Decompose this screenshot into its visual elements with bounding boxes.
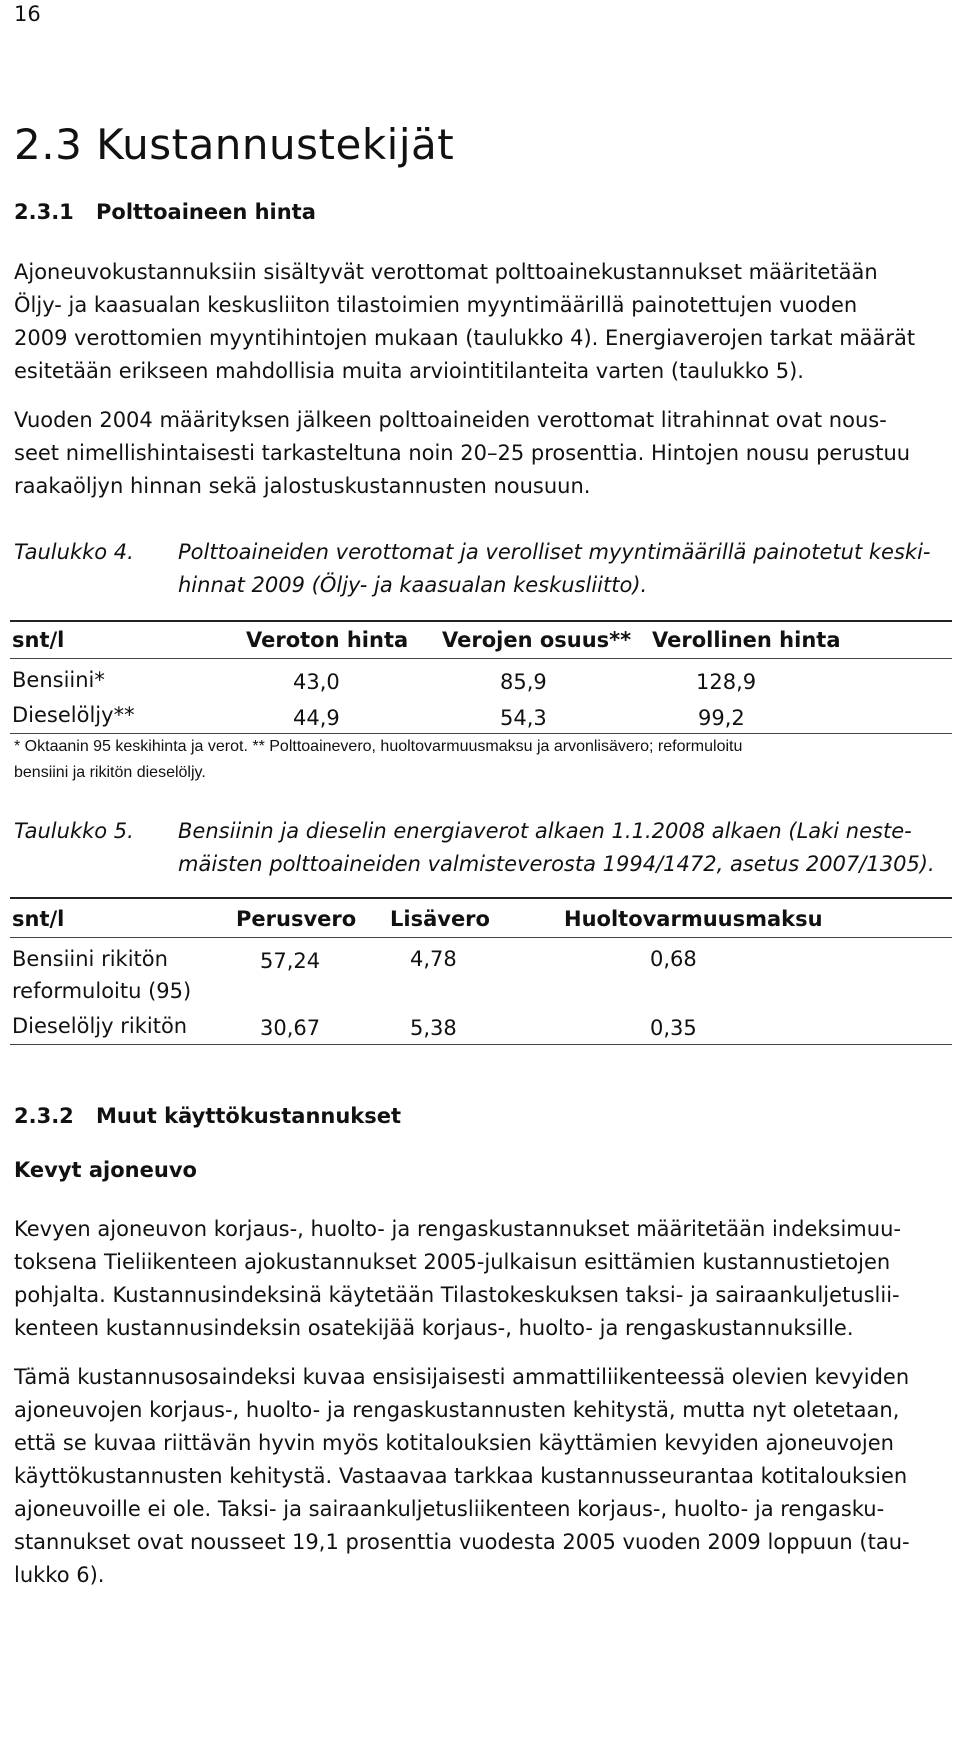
footnote-line: * Oktaanin 95 keskihinta ja verot. ** Polttoainevero, huoltovarmuusmaksu ja arvonlisävero; reformuloitu	[14, 738, 743, 755]
table-header-cell: Lisävero	[390, 907, 490, 931]
paragraph-line: Kevyen ajoneuvon korjaus-, huolto- ja rengaskustannukset määritetään indeksimuu-	[14, 1217, 901, 1241]
table-label: Taulukko 5.	[14, 819, 134, 843]
subsection-title: Muut käyttökustannukset	[96, 1104, 402, 1128]
subsection-title: Polttoaineen hinta	[96, 200, 316, 224]
table-cell: 128,9	[696, 670, 757, 694]
table-rule	[10, 1044, 952, 1045]
paragraph-line: raakaöljyn hinnan sekä jalostuskustannusten nousuun.	[14, 474, 591, 498]
table-row-label: Bensiini*	[12, 668, 105, 692]
paragraph-line: 2009 verottomien myyntihintojen mukaan (taulukko 4). Energiaverojen tarkat määrät	[14, 326, 916, 350]
paragraph-line: pohjalta. Kustannusindeksinä käytetään Tilastokeskuksen taksi- ja sairaankuljetuslii-	[14, 1283, 900, 1307]
table-4-footnote	[14, 734, 959, 786]
table-rule	[10, 937, 952, 938]
table-header-cell: Verollinen hinta	[652, 628, 841, 652]
table-cell: 43,0	[293, 670, 340, 694]
subsection-number: 2.3.1	[14, 200, 74, 224]
caption-line: mäisten polttoaineiden valmisteverosta 1994/1472, asetus 2007/1305).	[178, 852, 935, 876]
paragraph-line: kenteen kustannusindeksin osatekijää korjaus-, huolto- ja rengaskustannuksille.	[14, 1316, 854, 1340]
table-header-cell: Veroton hinta	[246, 628, 409, 652]
caption-line: Bensiinin ja dieselin energiaverot alkaen 1.1.2008 alkaen (Laki neste-	[178, 819, 912, 843]
paragraph-line: käyttökustannusten kehitystä. Vastaavaa tarkkaa kustannusseurantaa kotitalouksien	[14, 1464, 908, 1488]
paragraph-line: toksena Tieliikenteen ajokustannukset 2005-julkaisun esittämien kustannustietojen	[14, 1250, 891, 1274]
table-header-cell: Huoltovarmuusmaksu	[564, 907, 823, 931]
subsection-number: 2.3.2	[14, 1104, 74, 1128]
table-rule	[10, 620, 952, 622]
table-cell: 99,2	[698, 706, 745, 730]
table-header-cell: snt/l	[12, 907, 65, 931]
table-row-label: Dieselöljy rikitön	[12, 1014, 188, 1038]
paragraph-line: Vuoden 2004 määrityksen jälkeen polttoaineiden verottomat litrahinnat ovat nous-	[14, 408, 887, 432]
paragraph-line: seet nimellishintaisesti tarkasteltuna noin 20–25 prosenttia. Hintojen nousu perustuu	[14, 441, 911, 465]
paragraph-cost-index	[14, 1361, 952, 1592]
footnote-line: bensiini ja rikitön dieselöljy.	[14, 764, 206, 781]
table-cell: 85,9	[500, 670, 547, 694]
table-row-label: reformuloitu (95)	[12, 979, 192, 1003]
paragraph-line: Öljy- ja kaasualan keskusliiton tilastoimien myyntimäärillä painotettujen vuoden	[14, 293, 858, 317]
table-header-cell: Verojen osuus**	[442, 628, 632, 652]
table-label: Taulukko 4.	[14, 540, 134, 564]
paragraph-line: lukko 6).	[14, 1563, 105, 1587]
table-cell: 54,3	[500, 706, 547, 730]
table-cell: 0,68	[650, 947, 697, 971]
table-rule	[10, 658, 952, 659]
caption-line: Polttoaineiden verottomat ja verolliset myyntimäärillä painotetut keski-	[178, 540, 931, 564]
paragraph-line: ajoneuvojen korjaus-, huolto- ja rengaskustannusten kehitystä, mutta nyt oletetaan,	[14, 1398, 900, 1422]
paragraph-line: että se kuvaa riittävän hyvin myös kotitalouksien käyttämien kevyiden ajoneuvojen	[14, 1431, 894, 1455]
paragraph-line: Ajoneuvokustannuksiin sisältyvät verottomat polttoainekustannukset määritetään	[14, 260, 878, 284]
table-4	[10, 620, 952, 750]
paragraph-line: stannukset ovat nousseet 19,1 prosenttia vuodesta 2005 vuoden 2009 loppuun (tau-	[14, 1530, 910, 1554]
table-rule	[10, 897, 952, 899]
table-cell: 0,35	[650, 1016, 697, 1040]
table-cell: 5,38	[410, 1016, 457, 1040]
paragraph-fuel-intro	[14, 256, 952, 388]
paragraph-price-increase	[14, 404, 952, 503]
subsection-heading-other-costs	[14, 1104, 401, 1128]
table-cell: 30,67	[260, 1016, 321, 1040]
table-cell: 44,9	[293, 706, 340, 730]
table-cell: 4,78	[410, 947, 457, 971]
section-heading: 2.3 Kustannustekijät	[14, 120, 455, 169]
paragraph-line: ajoneuvoille ei ole. Taksi- ja sairaankuljetusliikenteen korjaus-, huolto- ja rengasku-	[14, 1497, 885, 1521]
paragraph-line: esitetään erikseen mahdollisia muita arviointitilanteita varten (taulukko 5).	[14, 359, 804, 383]
table-5	[10, 897, 952, 1047]
table-row-label: Dieselöljy**	[12, 703, 135, 727]
table-row-label: Bensiini rikitön	[12, 947, 168, 971]
paragraph-light-vehicle-costs	[14, 1213, 952, 1345]
paragraph-line: Tämä kustannusosaindeksi kuvaa ensisijaisesti ammattiliikenteessä olevien kevyiden	[14, 1365, 910, 1389]
caption-line: hinnat 2009 (Öljy- ja kaasualan keskusliitto).	[178, 573, 648, 597]
subheading-light-vehicle: Kevyt ajoneuvo	[14, 1158, 197, 1182]
subsection-heading-fuel	[14, 200, 316, 224]
page-number: 16	[14, 2, 41, 26]
table-header-cell: snt/l	[12, 628, 65, 652]
table-header-cell: Perusvero	[236, 907, 357, 931]
table-cell: 57,24	[260, 949, 321, 973]
